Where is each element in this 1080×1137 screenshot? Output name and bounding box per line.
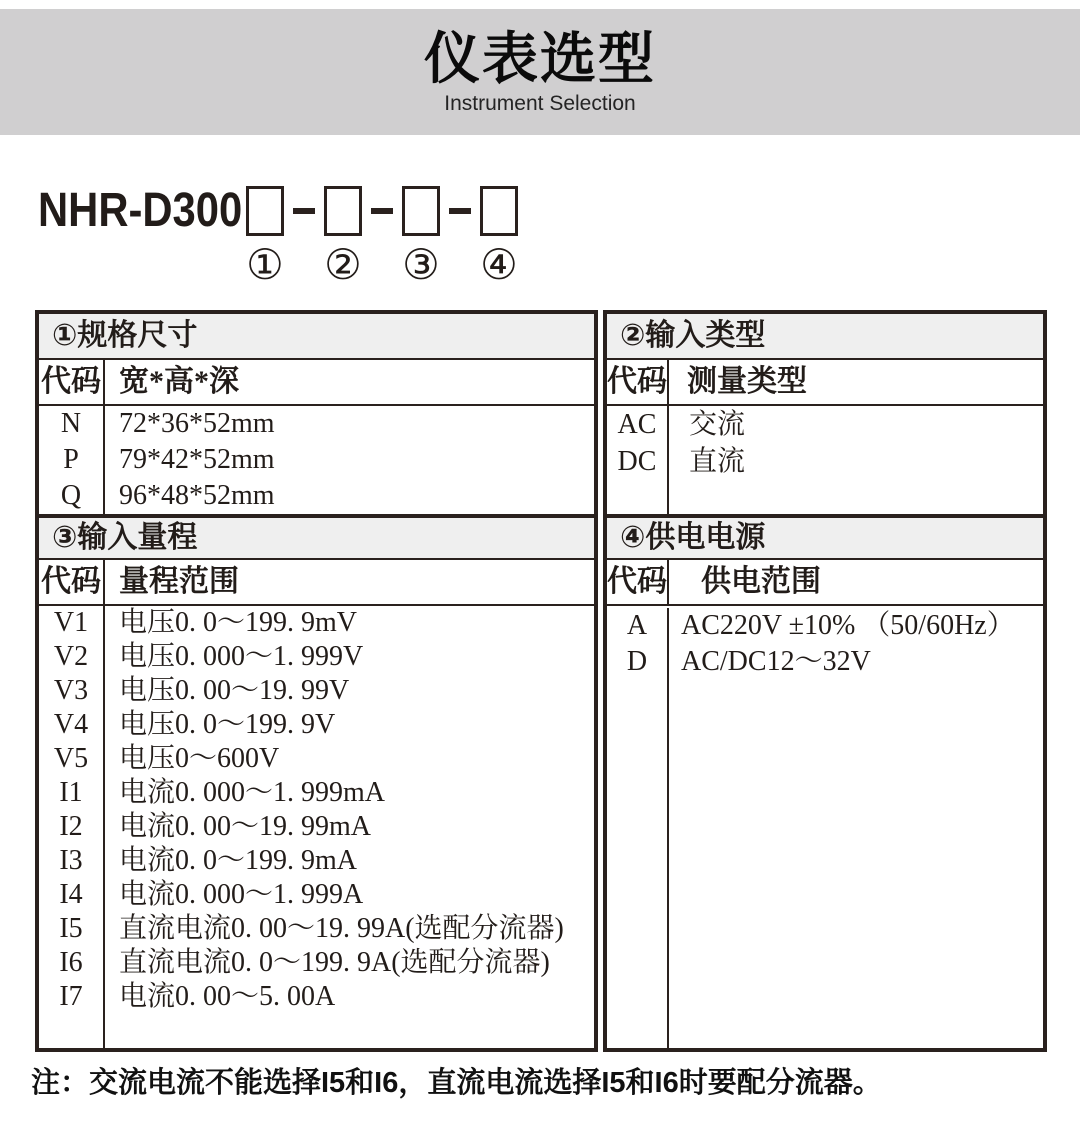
desc-column — [669, 406, 1043, 514]
section-2-rows — [607, 406, 1043, 514]
row-desc: 电流0. 00～5. 00A — [119, 981, 336, 1012]
position-marker-1: ① — [246, 241, 284, 288]
section-2-heading: ②输入类型 — [607, 314, 1043, 360]
col-header-desc: 量程范围 — [119, 565, 239, 598]
row-code: Q — [60, 480, 82, 511]
section-4-rows — [607, 606, 1043, 1048]
col-header-desc: 测量类型 — [687, 365, 807, 398]
row-code: N — [60, 408, 82, 439]
dash-separator — [449, 208, 471, 214]
row-desc: 电压0. 0～199. 9mV — [119, 607, 358, 638]
row-desc: AC220V ±10% （50/60Hz） — [681, 610, 1015, 641]
row-code: I2 — [59, 811, 83, 842]
section-3-rows — [39, 606, 594, 1048]
row-desc: 电流0. 000～1. 999A — [119, 879, 364, 910]
col-header-code: 代码 — [607, 560, 669, 604]
row-desc: AC/DC12～32V — [681, 646, 871, 677]
desc-column — [669, 608, 1043, 1048]
row-code: I6 — [59, 947, 83, 978]
footnote: 注：交流电流不能选择I5和I6，直流电流选择I5和I6时要配分流器。 — [31, 1067, 882, 1099]
code-column — [39, 406, 105, 514]
row-desc: 电压0. 000～1. 999V — [119, 641, 364, 672]
model-box-4 — [480, 186, 518, 236]
row-code: V3 — [53, 675, 89, 706]
col-header-code: 代码 — [607, 360, 669, 404]
row-code: P — [63, 444, 79, 475]
code-column — [607, 406, 669, 514]
col-header-code: 代码 — [39, 360, 105, 404]
page-header — [0, 9, 1080, 135]
desc-column — [105, 606, 594, 1048]
row-desc: 直流电流0. 0～199. 9A(选配分流器) — [119, 947, 550, 978]
row-code: A — [626, 610, 648, 641]
model-box-2 — [324, 186, 362, 236]
code-column — [607, 608, 669, 1048]
row-desc: 电压0～600V — [119, 743, 280, 774]
section-3-columns — [39, 560, 594, 606]
section-1-rows — [39, 406, 594, 514]
row-code: V5 — [53, 743, 89, 774]
row-desc: 72*36*52mm — [119, 408, 275, 439]
row-desc: 79*42*52mm — [119, 444, 275, 475]
selection-tables — [35, 310, 1047, 1052]
col-header-code: 代码 — [39, 560, 105, 604]
right-table — [603, 310, 1047, 1052]
row-code: I1 — [59, 777, 83, 808]
row-code: AC — [617, 409, 657, 440]
section-1-heading: ①规格尺寸 — [39, 314, 594, 360]
model-box-3 — [402, 186, 440, 236]
row-desc: 电流0. 000～1. 999mA — [119, 777, 386, 808]
section-4-columns — [607, 560, 1043, 606]
section-1-columns — [39, 360, 594, 406]
section-3-heading: ③输入量程 — [39, 514, 594, 560]
row-code: V2 — [53, 641, 89, 672]
model-prefix: NHR-D300 — [38, 184, 243, 237]
row-desc: 直流电流0. 00～19. 99A(选配分流器) — [119, 913, 564, 944]
dash-separator — [371, 208, 393, 214]
row-desc: 电流0. 00～19. 99mA — [119, 811, 372, 842]
row-code: D — [626, 646, 648, 677]
model-slot-1 — [243, 186, 287, 286]
left-table — [35, 310, 598, 1052]
model-box-1 — [246, 186, 284, 236]
row-desc: 电压0. 00～19. 99V — [119, 675, 350, 706]
row-desc: 电压0. 0～199. 9V — [119, 709, 336, 740]
row-code: V4 — [53, 709, 89, 740]
dash-separator — [293, 208, 315, 214]
position-marker-2: ② — [324, 241, 362, 288]
page-subtitle: Instrument Selection — [444, 92, 636, 115]
position-marker-4: ④ — [480, 241, 518, 288]
row-code: I7 — [59, 981, 83, 1012]
row-code: V1 — [53, 607, 89, 638]
row-desc: 电流0. 0～199. 9mA — [119, 845, 358, 876]
model-slot-2 — [321, 186, 365, 286]
col-header-desc: 宽*高*深 — [119, 365, 239, 398]
model-slot-4 — [477, 186, 521, 286]
model-code-line — [38, 186, 521, 286]
row-code: I5 — [59, 913, 83, 944]
desc-column — [105, 406, 594, 514]
page-title: 仪表选型 — [424, 27, 656, 90]
model-slot-3 — [399, 186, 443, 286]
col-header-desc: 供电范围 — [701, 565, 821, 598]
section-2-columns — [607, 360, 1043, 406]
code-column — [39, 606, 105, 1048]
row-code: I4 — [59, 879, 83, 910]
section-4-heading: ④供电电源 — [607, 514, 1043, 560]
row-desc: 直流 — [689, 446, 746, 477]
row-code: DC — [617, 446, 657, 477]
row-code: I3 — [59, 845, 83, 876]
row-desc: 交流 — [689, 409, 746, 440]
row-desc: 96*48*52mm — [119, 480, 275, 511]
position-marker-3: ③ — [402, 241, 440, 288]
